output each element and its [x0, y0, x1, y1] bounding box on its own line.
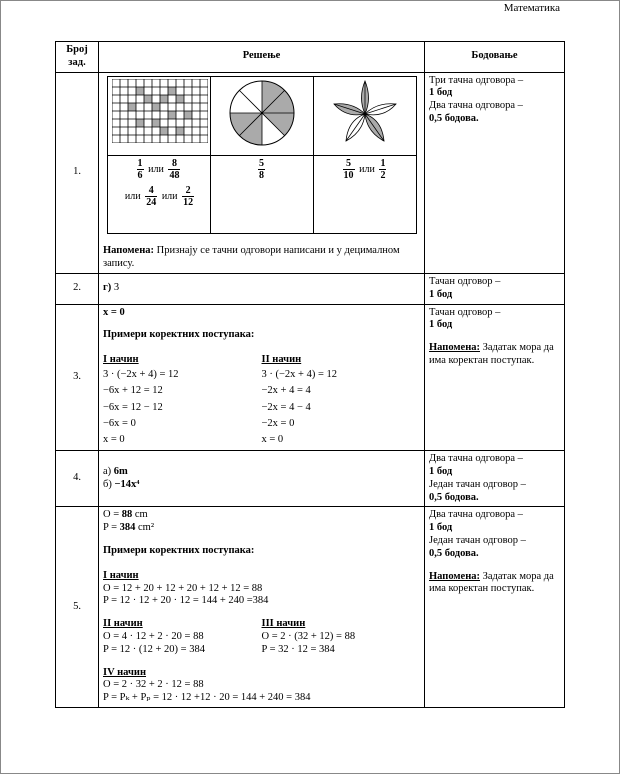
method-2: II начин O = 4 · 12 + 2 · 20 = 88 P = 12 · (12 + 20) = 384	[103, 618, 205, 655]
solution-cell: x = 0 Примери коректних поступака: I начин 3 · (−2x + 4) = 12 −6x + 12 = 12 −6x = 12 − 12 −6x = 0 x = 0 II начин 3 · (−2x + 4) = 12 −2x + 4 = 4 −2x = 4 − 4 −2x = 0 x = 0	[99, 304, 425, 451]
score-cell: Три тачна одговора – 1 бод Два тачна одговора – 0,5 бодова.	[425, 72, 565, 273]
table-row	[56, 273, 565, 304]
task-number: 4.	[56, 451, 99, 507]
note: Напомена: Признају се тачни одговори написани и у децималном запису.	[103, 245, 400, 270]
table-row	[56, 304, 565, 451]
solution-cell	[99, 72, 425, 273]
score-cell: Два тачна одговора – 1 бод Један тачан одговор – 0,5 бодова.	[425, 451, 565, 507]
method-2: II начин 3 · (−2x + 4) = 12 −2x + 4 = 4 −2x = 4 − 4 −2x = 0 x = 0	[261, 354, 338, 446]
method-3: III начин O = 2 · (32 + 12) = 88 P = 32 · 12 = 384	[261, 618, 356, 655]
head-solution: Решење	[99, 42, 425, 73]
solution-cell: а) 6m б) −14x⁴	[99, 451, 425, 507]
fraction-cell-1: $\frac{1}{6}$ или $\frac{8}{48}$ или $\frac{4}{24}$ или $\frac{2}{12}$	[107, 156, 210, 234]
method-1: I начин O = 12 + 20 + 12 + 20 + 12 + 12 = 88 P = 12 · 12 + 20 · 12 = 144 + 240 =384	[103, 569, 269, 607]
task-number: 2.	[56, 273, 99, 304]
fraction-cell-3: $\frac{5}{10}$ или $\frac{1}{2}$	[313, 156, 416, 234]
fraction: $\frac{5}{8}$	[259, 158, 264, 182]
task-number: 5.	[56, 507, 99, 708]
fraction: $\frac{8}{48}$	[169, 158, 180, 182]
head-num: Број зад.	[56, 42, 99, 73]
fraction: $\frac{1}{6}$	[137, 158, 143, 182]
circle-figure	[228, 79, 296, 147]
score-cell: Два тачна одговора – 1 бод Један тачан одговор – 0,5 бодова. Напомена: Задатак мора да има коректан поступак.	[425, 507, 565, 708]
method-4: IV начин O = 2 · 32 + 2 · 12 = 88 P = Pₖ + Pₚ = 12 · 12 +12 · 20 = 144 + 240 = 384	[103, 666, 311, 704]
table-head	[56, 42, 565, 73]
solution-cell: г) 3	[99, 273, 425, 304]
solutions-table	[55, 41, 565, 708]
fraction: $\frac{1}{2}$	[380, 158, 386, 182]
task-number: 3.	[56, 304, 99, 451]
head-score: Бодовање	[425, 42, 565, 73]
task-number: 1.	[56, 72, 99, 273]
grid-figure-cell	[107, 76, 210, 156]
page-header: Математика	[503, 2, 560, 14]
method-1: I начин 3 · (−2x + 4) = 12 −6x + 12 = 12 −6x = 12 − 12 −6x = 0 x = 0	[103, 354, 179, 446]
table-row	[56, 451, 565, 507]
score-cell: Тачан одговор – 1 бод Напомена: Задатак мора да има коректан поступак.	[425, 304, 565, 451]
table-row	[56, 507, 565, 708]
circle-figure-cell	[210, 76, 313, 156]
fraction: $\frac{4}{24}$	[146, 185, 157, 209]
solution-cell: O = 88 cm P = 384 cm² Примери коректних поступака: I начин O = 12 + 20 + 12 + 20 + 12 + 12 = 88 P = 12 · 12 + 20 · 12 = 144 + 240 =384 II начин O = 4 · 12 + 2 · 20 = 88 P = 12 · (12 + 20) = 384 III начин O = 2 · (32 + 12) = 88 P = 32 · 12 = 384 IV начин O = 2 · 32 + 2 · 12 = 88 P = Pₖ + Pₚ = 12 · 12 +12 · 20 = 144 + 240 = 384	[99, 507, 425, 708]
flower-figure	[328, 79, 402, 149]
score-cell: Тачан одговор – 1 бод	[425, 273, 565, 304]
fraction-cell-2	[210, 156, 313, 234]
fraction: $\frac{2}{12}$	[183, 185, 194, 209]
grid-figure	[112, 79, 208, 143]
figures-table	[107, 76, 417, 235]
flower-figure-cell	[313, 76, 416, 156]
table-row	[56, 72, 565, 273]
fraction: $\frac{5}{10}$	[343, 158, 354, 182]
